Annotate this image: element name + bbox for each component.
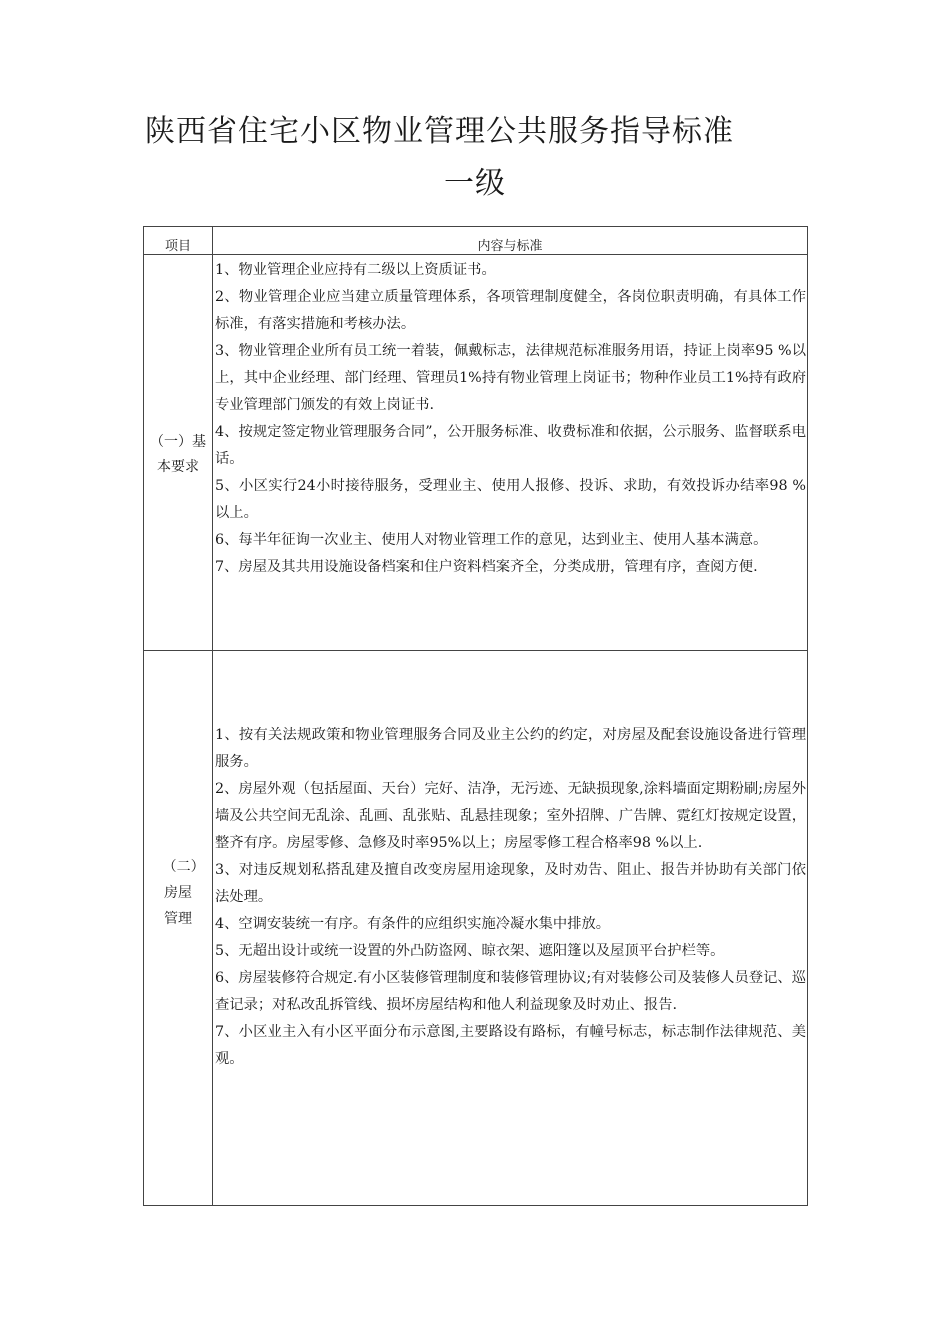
page-title: 陕西省住宅小区物业管理公共服务指导标准 bbox=[145, 114, 734, 149]
list-item: 4、按规定签定物业管理服务合同”，公开服务标准、收费标准和依据，公示服务、监督联系电话。 bbox=[215, 424, 806, 467]
section-label-basic bbox=[144, 255, 213, 651]
section-content-housing bbox=[213, 651, 808, 1206]
standards-table bbox=[143, 226, 808, 1206]
list-item: 7、小区业主入有小区平面分布示意图,主要路设有路标，有幢号标志，标志制作法律规范、美观。 bbox=[215, 1024, 806, 1067]
list-item: 7、房屋及其共用设施设备档案和住户资料档案齐全，分类成册，管理有序，查阅方便. bbox=[215, 559, 758, 575]
page-subtitle: 一级 bbox=[444, 166, 506, 201]
section-content-basic bbox=[213, 255, 808, 651]
list-item: 4、空调安装统一有序。有条件的应组织实施冷凝水集中排放。 bbox=[215, 916, 611, 932]
table-row bbox=[144, 651, 808, 1206]
list-item: 5、无超出设计或统一设置的外凸防盗网、晾衣架、遮阳篷以及屋顶平台护栏等。 bbox=[215, 943, 725, 959]
list-item: 2、物业管理企业应当建立质量管理体系，各项管理制度健全，各岗位职责明确，有具体工作标准，有落实措施和考核办法。 bbox=[215, 289, 806, 332]
section-label-housing bbox=[144, 651, 213, 1206]
list-item: 1、按有关法规政策和物业管理服务合同及业主公约的约定，对房屋及配套设施设备进行管理服务。 bbox=[215, 727, 806, 770]
list-item: 5、小区实行24小时接待服务，受理业主、使用人报修、投诉、求助，有效投诉办结率98 %以上。 bbox=[215, 478, 806, 521]
list-item: 3、对违反规划私搭乱建及擅自改变房屋用途现象，及时劝告、阻止、报告并协助有关部门依法处理。 bbox=[215, 862, 806, 905]
section-label-text: （二）房屋管理 bbox=[162, 859, 205, 927]
section-label-text: （一）基本要求 bbox=[150, 434, 206, 475]
list-item: 2、房屋外观（包括屋面、天台）完好、洁净，无污迹、无缺损现象,涂料墙面定期粉刷;房屋外墙及公共空间无乱涂、乱画、乱张贴、乱悬挂现象；室外招牌、广告牌、霓红灯按规定设置，整齐有序。房屋零修、急修及时率95%以上；房屋零修工程合格率98 %以上. bbox=[215, 781, 806, 851]
list-item: 1、物业管理企业应持有二级以上资质证书。 bbox=[215, 262, 496, 278]
header-content: 内容与标准 bbox=[213, 227, 808, 255]
table-header-row bbox=[144, 227, 808, 255]
header-item: 项目 bbox=[144, 227, 213, 255]
list-item: 6、房屋装修符合规定.有小区装修管理制度和装修管理协议;有对装修公司及装修人员登记、巡查记录；对私改乱拆管线、损坏房屋结构和他人利益现象及时劝止、报告. bbox=[215, 970, 806, 1013]
list-item: 3、物业管理企业所有员工统一着装，佩戴标志，法律规范标准服务用语，持证上岗率95 %以上，其中企业经理、部门经理、管理员1%持有物业管理上岗证书；物种作业员工1%持有政府专业管理部门颁发的有效上岗证书. bbox=[215, 343, 806, 413]
table-row bbox=[144, 255, 808, 651]
list-item: 6、每半年征询一次业主、使用人对物业管理工作的意见，达到业主、使用人基本满意。 bbox=[215, 532, 768, 548]
